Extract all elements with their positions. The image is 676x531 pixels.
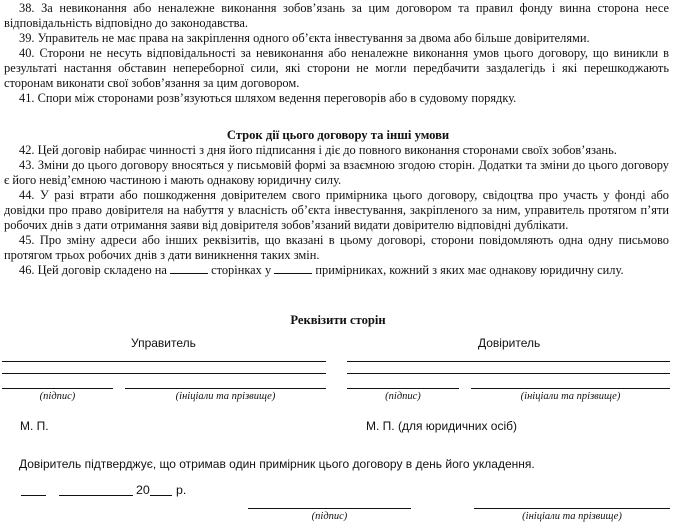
- clause-46-part3: примірниках, кожний з яких має однакову юридичну силу.: [315, 263, 624, 277]
- manager-initials-caption: (ініціали та прізвище): [175, 391, 276, 402]
- date-day-blank[interactable]: [21, 495, 46, 496]
- clause-43: 43. Зміни до цього договору вносяться у письмовій формі за взаємною згодою сторін. Додатки та зміни до цього договору є його невід’ємною частиною і мають однакову юридичну силу.: [4, 158, 669, 187]
- clause-40: 40. Сторони не несуть відповідальності за невиконання або неналежне виконання умов цього договору, що виникли в результаті настання обставин непереборної сили, які сторони не могли передбачити заздалегідь і які перешкоджають сторонам виконати свої зобов’язання за цим договором.: [4, 46, 669, 90]
- trustor-initials-line[interactable]: [471, 388, 670, 389]
- confirmation-initials-line[interactable]: [474, 508, 670, 509]
- clause-38: 38. За невиконання або неналежне виконання зобов’язань за цим договором та правил фонду винна сторона несе відповідальність відповідно до законодавства.: [4, 1, 669, 30]
- trustor-requisites-line-1[interactable]: [347, 361, 670, 362]
- clause-46-part1: 46. Цей договір складено на: [19, 263, 167, 277]
- trustor-stamp-place: М. П. (для юридичних осіб): [366, 419, 517, 433]
- clause-46-part2: сторінках у: [211, 263, 272, 277]
- trustor-requisites-line-2[interactable]: [347, 373, 670, 374]
- requisites-heading: Реквізити сторін: [290, 313, 386, 327]
- manager-requisites-line-1[interactable]: [2, 361, 326, 362]
- trustor-signature-caption: (підпис): [385, 391, 421, 402]
- confirmation-signature-caption: (підпис): [311, 511, 348, 522]
- manager-label: Управитель: [131, 336, 196, 350]
- manager-signature-line[interactable]: [2, 388, 113, 389]
- clause-44: 44. У разі втрати або пошкодження довірителем свого примірника цього договору, свідоцтва про участь у фонді або довідки про право довірителя на набуття у власність об’єкта інвестування, закріпленого за ним, управитель протягом п’яти робочих днів з дати отримання заяви від довірителя зобов’язаний видати довірителю відповідні дублікати.: [4, 188, 669, 232]
- date-year-suffix: р.: [176, 483, 187, 497]
- copies-count-blank[interactable]: [274, 263, 312, 274]
- clause-39: 39. Управитель не має права на закріплення одного об’єкта інвестування за двома або більше довірителями.: [19, 31, 590, 45]
- section-heading-term: Строк дії цього договору та інші умови: [226, 128, 450, 142]
- clause-41: 41. Спори між сторонами розв’язуються шляхом ведення переговорів або в судовому порядку.: [19, 91, 517, 105]
- clause-45: 45. Про зміну адреси або інших реквізитів, що вказані в цьому договорі, сторони повідомляють одна одну письмово протягом трьох робочих днів з дати виникнення таких змін.: [4, 233, 669, 262]
- date-year-prefix: 20: [136, 483, 150, 497]
- pages-count-blank[interactable]: [170, 263, 208, 274]
- date-month-blank[interactable]: [59, 495, 133, 496]
- trustor-label: Довіритель: [478, 336, 541, 350]
- confirmation-signature-line[interactable]: [248, 508, 411, 509]
- confirmation-initials-caption: (ініціали та прізвище): [522, 511, 622, 522]
- manager-initials-line[interactable]: [125, 388, 326, 389]
- manager-requisites-line-2[interactable]: [2, 373, 326, 374]
- date-year-blank[interactable]: [150, 495, 172, 496]
- manager-stamp-place: М. П.: [20, 419, 49, 433]
- clause-46: [4, 263, 669, 278]
- trustor-initials-caption: (ініціали та прізвище): [520, 391, 621, 402]
- clause-42: 42. Цей договір набирає чинності з дня його підписання і діє до повного виконання сторонами своїх зобов’язань.: [19, 143, 617, 157]
- trustor-signature-line[interactable]: [347, 388, 459, 389]
- confirmation-text: Довіритель підтверджує, що отримав один примірник цього договору в день його укладення.: [19, 457, 535, 471]
- manager-signature-caption: (підпис): [39, 391, 76, 402]
